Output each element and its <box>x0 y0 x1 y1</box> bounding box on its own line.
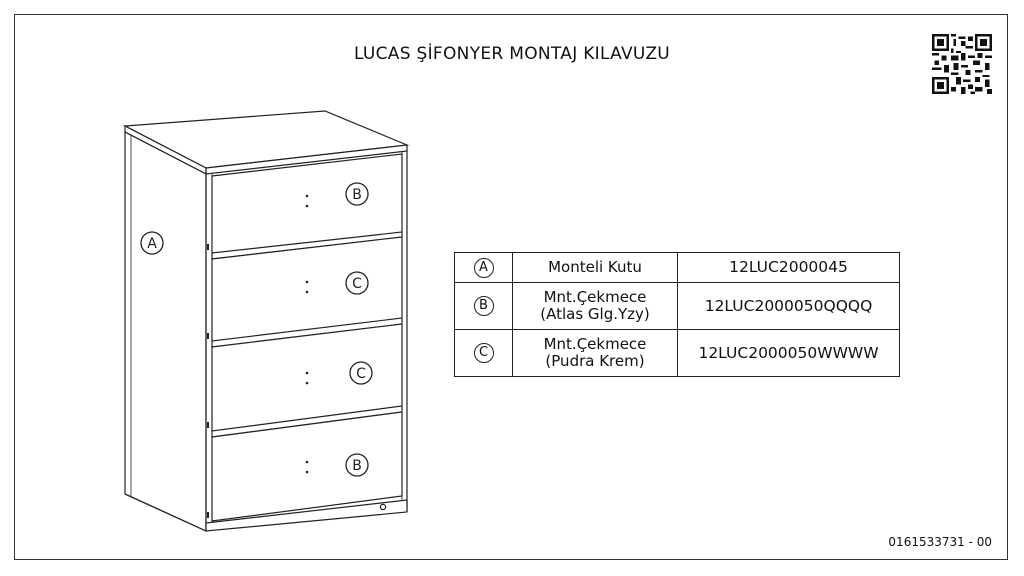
table-row <box>455 283 900 330</box>
side-panel <box>125 132 206 531</box>
parts-table <box>454 252 900 377</box>
part-name-detail: (Atlas Glg.Yzy) <box>540 305 650 323</box>
part-code: 12LUC2000045 <box>678 253 900 283</box>
callout-drawer-1: B <box>352 187 362 203</box>
table-row <box>455 253 900 283</box>
part-letter: B <box>474 296 494 316</box>
part-name: Mnt.Çekmece <box>543 288 647 306</box>
part-name: Mnt.Çekmece <box>543 335 647 353</box>
callout-drawer-4: B <box>352 458 362 474</box>
part-code: 12LUC2000050QQQQ <box>678 283 900 330</box>
drawer-front-2 <box>212 237 402 341</box>
drawer-front-3 <box>212 324 402 431</box>
part-letter: C <box>474 343 494 363</box>
table-row <box>455 330 900 377</box>
part-code: 12LUC2000050WWWW <box>678 330 900 377</box>
page-title: LUCAS ŞİFONYER MONTAJ KILAVUZU <box>353 44 671 64</box>
part-name: Monteli Kutu <box>548 258 642 276</box>
document-number: 0161533731 - 00 <box>888 535 992 549</box>
part-name-detail: (Pudra Krem) <box>545 352 645 370</box>
callout-a: A <box>147 236 157 252</box>
part-letter: A <box>474 258 494 278</box>
callout-drawer-3: C <box>356 366 366 382</box>
callout-drawer-2: C <box>352 276 362 292</box>
